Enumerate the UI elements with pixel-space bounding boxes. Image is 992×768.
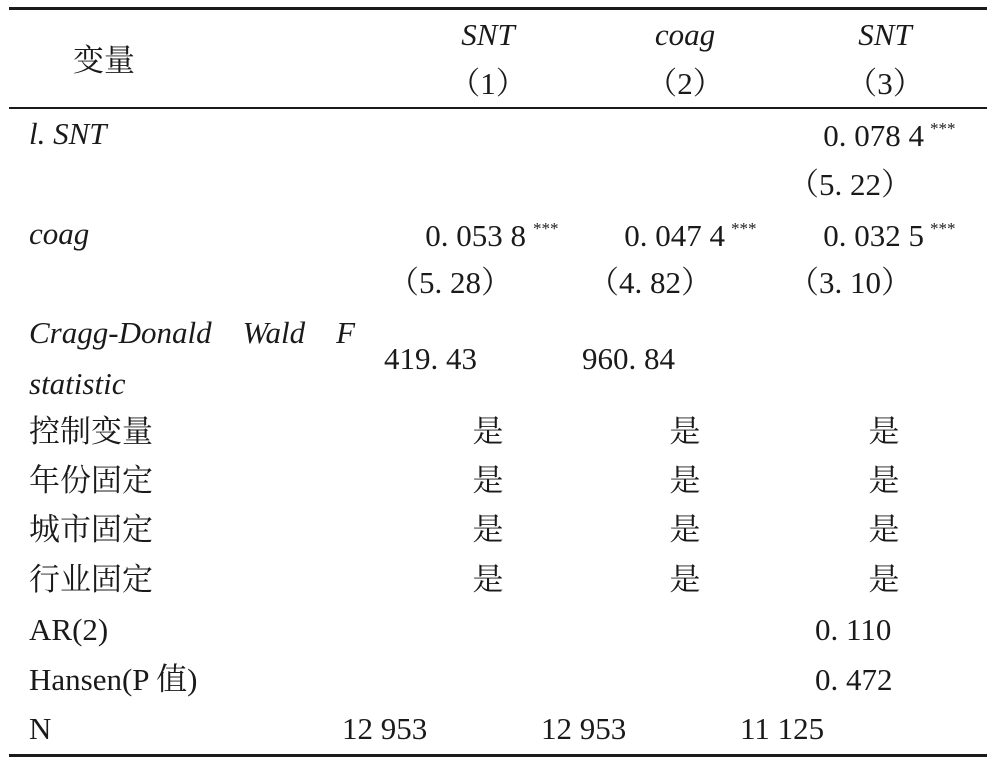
row-coag-col2-coef: 0. 047 4 xyxy=(624,218,725,253)
row-coag-col3-stars: *** xyxy=(930,219,956,238)
row-lsnt-col3-coef: 0. 078 4 xyxy=(823,118,924,153)
row-industry-fe-label: 行业固定 xyxy=(29,562,153,597)
header-col3-index: （3） xyxy=(846,66,924,101)
top-rule xyxy=(9,7,987,10)
row-coag-col1-tstat: （5. 28） xyxy=(388,265,512,300)
row-coag-col2-stars: *** xyxy=(731,219,757,238)
row-lsnt-label: l. SNT xyxy=(29,116,107,151)
row-controls-col1: 是 xyxy=(472,414,504,449)
row-lsnt-col3-tstat: （5. 22） xyxy=(788,167,912,202)
row-city-fe-col1: 是 xyxy=(472,512,504,547)
row-n-col1: 12 953 xyxy=(342,711,428,746)
header-col1-index: （1） xyxy=(449,66,527,101)
row-city-fe-label: 城市固定 xyxy=(29,512,153,547)
row-year-fe-col1: 是 xyxy=(472,463,504,498)
row-city-fe-col2: 是 xyxy=(669,512,701,547)
row-year-fe-col3: 是 xyxy=(868,463,900,498)
row-industry-fe-col3: 是 xyxy=(868,562,900,597)
row-cragg-col2: 960. 84 xyxy=(582,341,675,376)
header-col2-index: （2） xyxy=(646,66,724,101)
header-col2-name: coag xyxy=(654,17,716,52)
row-year-fe-col2: 是 xyxy=(669,463,701,498)
row-industry-fe-col1: 是 xyxy=(472,562,504,597)
row-coag-col1-stars: *** xyxy=(533,219,559,238)
row-coag-col3-tstat: （3. 10） xyxy=(788,265,912,300)
header-col1-name: SNT xyxy=(461,17,515,52)
row-n-col3: 11 125 xyxy=(740,711,825,746)
row-lsnt-col3-stars: *** xyxy=(930,119,956,138)
row-hansen-label: Hansen(P 值) xyxy=(29,662,198,697)
row-n-col2: 12 953 xyxy=(541,711,627,746)
row-cragg-label-line2: statistic xyxy=(29,366,126,401)
bottom-rule xyxy=(9,754,987,757)
row-hansen-col3: 0. 472 xyxy=(815,662,893,697)
header-col3-name: SNT xyxy=(858,17,912,52)
row-year-fe-label: 年份固定 xyxy=(29,463,153,498)
row-n-label: N xyxy=(29,711,52,746)
row-coag-col2-tstat: （4. 82） xyxy=(588,265,712,300)
row-ar2-label: AR(2) xyxy=(29,612,109,647)
header-variable-label: 变量 xyxy=(73,43,135,78)
row-controls-col3: 是 xyxy=(868,414,900,449)
row-ar2-col3: 0. 110 xyxy=(815,612,892,647)
row-coag-label: coag xyxy=(29,216,90,251)
row-coag-col3-coef: 0. 032 5 xyxy=(823,218,924,253)
row-city-fe-col3: 是 xyxy=(868,512,900,547)
row-cragg-col1: 419. 43 xyxy=(384,341,477,376)
header-rule xyxy=(9,107,987,109)
row-industry-fe-col2: 是 xyxy=(669,562,701,597)
row-controls-col2: 是 xyxy=(669,414,701,449)
row-coag-col1-coef: 0. 053 8 xyxy=(425,218,526,253)
row-cragg-label-line1: Cragg-Donald Wald F xyxy=(29,315,356,350)
row-controls-label: 控制变量 xyxy=(29,414,153,449)
